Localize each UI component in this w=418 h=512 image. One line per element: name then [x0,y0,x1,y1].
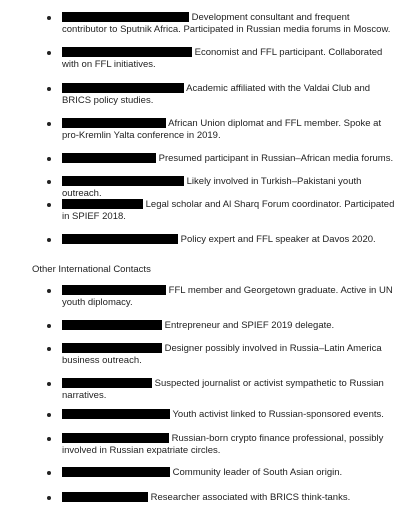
item-text: Suspected journalist or activist sympathetic to Russian narratives. [62,378,384,401]
item-text: Designer possibly involved in Russia–Latin America business outreach. [62,343,382,366]
redaction-bar [62,83,184,93]
item-text: African Union diplomat and FFL member. Spoke at pro-Kremlin Yalta conference in 2019. [62,118,382,141]
bullet-icon [47,203,51,207]
item-text: Development consultant and frequent contributor to Sputnik Africa. Participated in Russian media forums in Moscow. [62,12,391,35]
bullet-icon [47,87,51,91]
bullet-icon [47,347,51,351]
redaction-bar [62,234,178,244]
redaction-bar [62,153,156,163]
redaction-bar [62,467,170,477]
item-text: Youth activist linked to Russian-sponsored events. [172,409,384,420]
redaction-bar [62,199,143,209]
bullet-icon [47,324,51,328]
item-text: Russian-born crypto finance professional, possibly involved in Russian expatriate circles. [62,433,384,456]
bullet-icon [47,496,51,500]
redaction-bar [62,285,166,295]
redaction-bar [62,320,162,330]
item-text: Economist and FFL participant. Collaborated with on FFL initiatives. [62,47,383,70]
bullet-icon [47,122,51,126]
item-text: Policy expert and FFL speaker at Davos 2020. [180,234,376,245]
bullet-icon [47,437,51,441]
redaction-bar [62,409,170,419]
redaction-bar [62,492,148,502]
bullet-icon [47,413,51,417]
bullet-icon [47,180,51,184]
bullet-icon [47,238,51,242]
item-text: FFL member and Georgetown graduate. Active in UN youth diplomacy. [62,285,393,308]
redaction-bar [62,378,152,388]
item-text: Community leader of South Asian origin. [172,467,343,478]
redaction-bar [62,47,192,57]
bullet-icon [47,471,51,475]
redaction-bar [62,343,162,353]
redaction-bar [62,12,189,22]
bullet-icon [47,157,51,161]
item-text: Researcher associated with BRICS think-tanks. [150,492,351,503]
bullet-icon [47,382,51,386]
redaction-bar [62,433,169,443]
redaction-bar [62,176,184,186]
item-text: Entrepreneur and SPIEF 2019 delegate. [164,320,335,331]
redaction-bar [62,118,166,128]
bullet-icon [47,16,51,20]
bullet-icon [47,51,51,55]
section-heading: Other International Contacts [32,264,151,275]
item-text: Academic affiliated with the Valdai Club and BRICS policy studies. [62,83,371,106]
bullet-icon [47,289,51,293]
item-text: Presumed participant in Russian–African media forums. [158,153,394,164]
item-text: Likely involved in Turkish–Pakistani youth outreach. [62,176,362,199]
item-text: Legal scholar and Al Sharq Forum coordinator. Participated in SPIEF 2018. [62,199,395,222]
